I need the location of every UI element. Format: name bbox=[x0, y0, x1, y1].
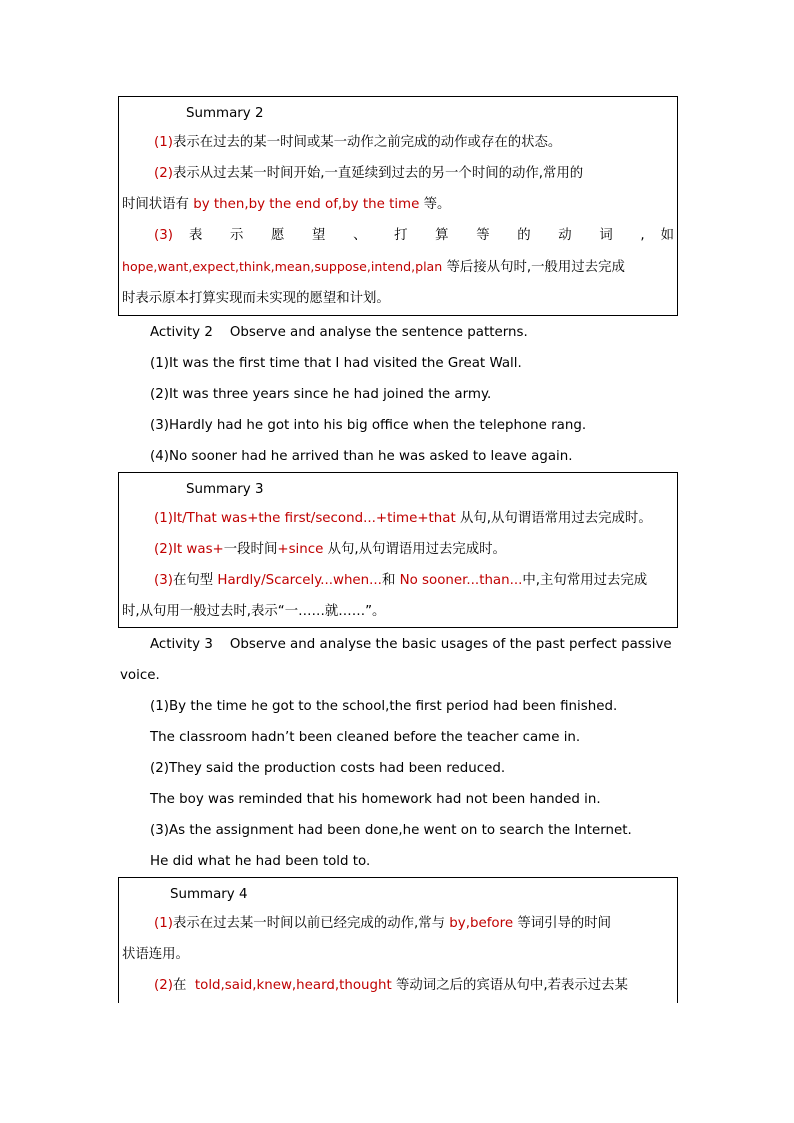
activity-3-sentence-1: (1)By the time he got to the school,the first period had been finished. bbox=[150, 699, 618, 714]
summary-2-line-2: (2)表示从过去某一时间开始,一直延续到过去的另一个时间的动作,常用的 bbox=[154, 166, 584, 181]
summary-4-line-1c: 状语连用。 bbox=[122, 947, 189, 962]
activity-2-heading: Activity 2 Observe and analyse the sentence patterns. bbox=[150, 325, 528, 340]
summary-2-line-3: (3) 表 示 愿 望 、 打 算 等 的 动 词 , 如 bbox=[154, 228, 674, 243]
activity-2-sentence-1: (1)It was the first time that I had visited the Great Wall. bbox=[150, 356, 522, 371]
summary-3-box bbox=[118, 472, 678, 628]
activity-3-sentence-2: (2)They said the production costs had been reduced. bbox=[150, 761, 506, 776]
summary-2-title: Summary 2 bbox=[186, 106, 264, 121]
activity-3-sentence-3: (3)As the assignment had been done,he went on to search the Internet. bbox=[150, 823, 632, 838]
activity-3-sentence-1b: The classroom hadn’t been cleaned before the teacher came in. bbox=[150, 730, 581, 745]
activity-3 bbox=[118, 628, 678, 877]
activity-3-heading-cont: voice. bbox=[120, 668, 160, 683]
summary-2-line-2b: 时间状语有 by then,by the end of,by the time 等。 bbox=[122, 197, 451, 212]
summary-4-title: Summary 4 bbox=[170, 887, 248, 902]
summary-3-line-1: (1)It/That was+the first/second...+time+that 从句,从句谓语常用过去完成时。 bbox=[154, 511, 652, 526]
summary-3-line-3: (3)在句型 Hardly/Scarcely...when...和 No sooner...than...中,主句常用过去完成 bbox=[154, 573, 648, 588]
summary-2-line-3c: 时表示原本打算实现而未实现的愿望和计划。 bbox=[122, 291, 390, 306]
summary-3-title: Summary 3 bbox=[186, 482, 264, 497]
activity-2-sentence-4: (4)No sooner had he arrived than he was asked to leave again. bbox=[150, 449, 573, 464]
activity-2-sentence-3: (3)Hardly had he got into his big office when the telephone rang. bbox=[150, 418, 587, 433]
page-content bbox=[118, 96, 678, 1003]
summary-4-box bbox=[118, 877, 678, 1003]
summary-3-line-2: (2)It was+一段时间+since 从句,从句谓语用过去完成时。 bbox=[154, 542, 506, 557]
activity-2 bbox=[118, 316, 678, 472]
summary-2-box bbox=[118, 96, 678, 316]
activity-3-sentence-3b: He did what he had been told to. bbox=[150, 854, 371, 869]
activity-3-sentence-2b: The boy was reminded that his homework had not been handed in. bbox=[150, 792, 601, 807]
activity-2-sentence-2: (2)It was three years since he had joined the army. bbox=[150, 387, 492, 402]
summary-4-line-1: (1)表示在过去某一时间以前已经完成的动作,常与 by,before 等词引导的时间 bbox=[154, 916, 612, 931]
summary-4-line-2: (2)在 told,said,knew,heard,thought 等动词之后的宾语从句中,若表示过去某 bbox=[154, 978, 628, 993]
activity-3-heading: Activity 3 Observe and analyse the basic usages of the past perfect passive bbox=[150, 637, 672, 652]
summary-2-line-1: (1)表示在过去的某一时间或某一动作之前完成的动作或存在的状态。 bbox=[154, 135, 562, 150]
summary-3-line-3d: 时,从句用一般过去时,表示“一……就……”。 bbox=[122, 604, 386, 619]
summary-2-line-3b: hope,want,expect,think,mean,suppose,intend,plan 等后接从句时,一般用过去完成 bbox=[122, 259, 625, 275]
